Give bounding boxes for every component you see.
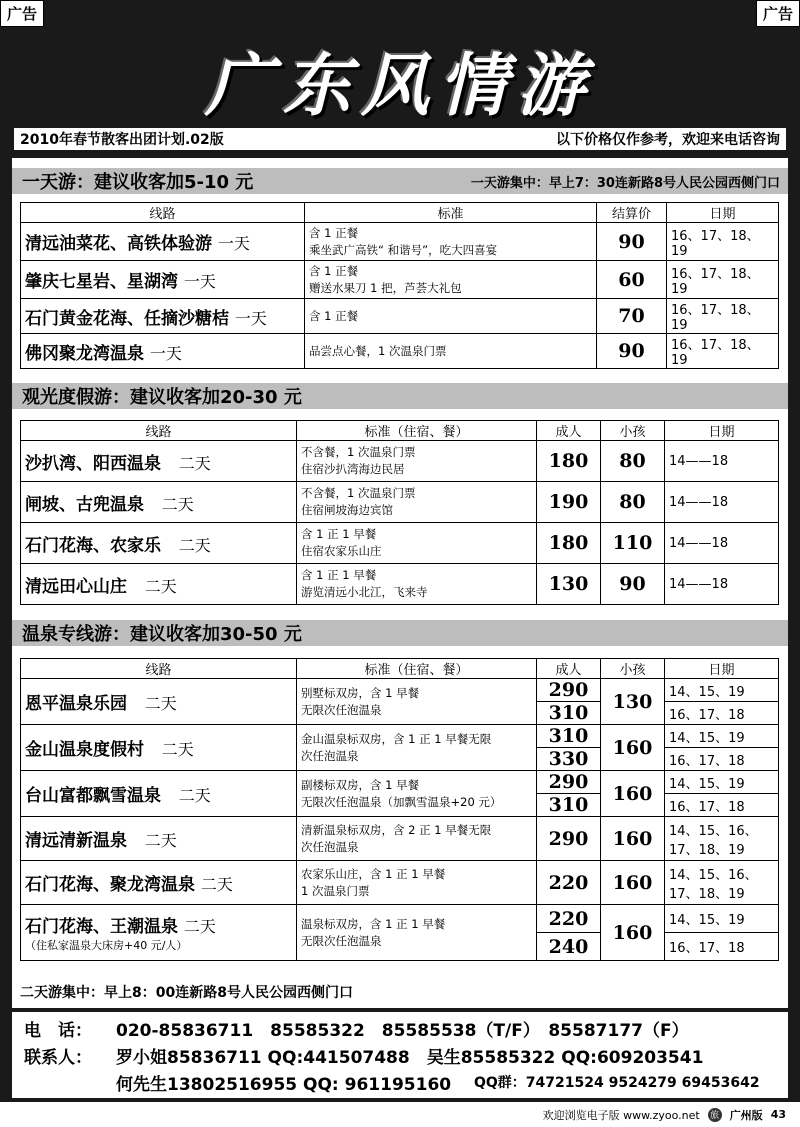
ad-label-left: 广告 bbox=[0, 0, 44, 27]
route-cell bbox=[21, 861, 297, 905]
route-name: 石门黄金花海、任摘沙糖桔 bbox=[25, 308, 229, 329]
standard-line: 住宿闸坡海边宾馆 bbox=[301, 503, 393, 517]
route-cell bbox=[21, 523, 297, 564]
dates: 14、15、19 bbox=[665, 771, 779, 794]
col-header: 线路 bbox=[21, 659, 297, 679]
standard-line: 乘坐武广高铁“ 和谐号”，吃大四喜宴 bbox=[309, 242, 498, 257]
route-cell bbox=[21, 817, 297, 861]
standard-line: 别墅标双房，含 1 早餐 bbox=[301, 685, 420, 700]
duration: 二天 bbox=[178, 453, 211, 473]
standard-cell bbox=[305, 299, 597, 334]
dates: 14——18 bbox=[665, 441, 779, 482]
adult-price: 220 bbox=[537, 905, 601, 933]
two-day-meeting-note: 二天游集中：早上8：00连新路8号人民公园西侧门口 bbox=[20, 985, 353, 1001]
standard-line: 含 1 正餐 bbox=[309, 308, 359, 323]
route-name: 金山温泉度假村 bbox=[25, 740, 144, 760]
edition-label: 广州版 bbox=[729, 1108, 763, 1122]
route-extra-note: （住私家温泉大床房+40 元/人） bbox=[25, 939, 188, 952]
route-cell bbox=[21, 482, 297, 523]
adult-price: 290 bbox=[537, 679, 601, 702]
section-title: 观光度假游：建议收客加20-30 元 bbox=[22, 387, 302, 408]
duration: 一天 bbox=[234, 308, 267, 328]
table-row bbox=[21, 905, 779, 933]
dates: 14、15、19 bbox=[665, 679, 779, 702]
duration: 一天 bbox=[149, 343, 182, 363]
adult-price: 310 bbox=[537, 702, 601, 725]
magazine-logo-icon: 旅 bbox=[708, 1108, 722, 1122]
duration: 一天 bbox=[217, 234, 250, 253]
child-price: 160 bbox=[601, 905, 665, 961]
duration: 二天 bbox=[144, 576, 177, 596]
route-name: 清远清新温泉 bbox=[25, 831, 127, 851]
page-title: 广东风情游 bbox=[204, 46, 595, 126]
adult-price: 180 bbox=[537, 523, 601, 564]
child-price: 160 bbox=[601, 817, 665, 861]
standard-line: 副楼标双房，含 1 早餐 bbox=[301, 777, 420, 792]
standard-line: 无限次任泡温泉（加飘雪温泉+20 元） bbox=[301, 794, 502, 809]
dates: 14——18 bbox=[665, 482, 779, 523]
standard-line: 不含餐，1 次温泉门票 bbox=[301, 445, 416, 459]
page-footer bbox=[0, 1102, 800, 1127]
dates: 14——18 bbox=[665, 523, 779, 564]
col-header: 日期 bbox=[667, 203, 779, 223]
route-cell bbox=[21, 725, 297, 771]
standard-cell bbox=[305, 261, 597, 299]
col-header: 成人 bbox=[537, 421, 601, 441]
dates-line: 14、15、16、 bbox=[669, 823, 758, 839]
price: 60 bbox=[597, 261, 667, 299]
section-sightseeing-header bbox=[12, 383, 788, 409]
standard-line: 含 1 正 1 早餐 bbox=[301, 568, 377, 582]
route-name: 石门花海、聚龙湾温泉 bbox=[25, 875, 195, 895]
plan-title: 2010年春节散客出团计划.02版 bbox=[20, 132, 224, 148]
standard-cell bbox=[297, 482, 537, 523]
duration: 二天 bbox=[161, 494, 194, 514]
duration: 二天 bbox=[200, 875, 233, 894]
child-price: 160 bbox=[601, 725, 665, 771]
adult-price: 310 bbox=[537, 725, 601, 748]
section-title: 温泉专线游：建议收客加30-50 元 bbox=[22, 624, 302, 645]
adult-price: 220 bbox=[537, 861, 601, 905]
route-cell bbox=[21, 564, 297, 605]
route-name: 闸坡、古兜温泉 bbox=[25, 494, 144, 515]
child-price: 160 bbox=[601, 771, 665, 817]
route-name: 佛冈聚龙湾温泉 bbox=[25, 343, 144, 364]
standard-line: 赠送水果刀 1 把，芦荟大礼包 bbox=[309, 280, 462, 295]
child-price: 160 bbox=[601, 861, 665, 905]
table-row bbox=[21, 564, 779, 605]
col-header: 线路 bbox=[21, 203, 305, 223]
section-one-day-header bbox=[12, 168, 788, 194]
qq-group: QQ群：74721524 9524279 69453642 bbox=[474, 1075, 760, 1091]
standard-line: 无限次任泡温泉 bbox=[301, 933, 382, 948]
dates: 16、17、18 bbox=[665, 794, 779, 817]
page-number: 43 bbox=[770, 1108, 786, 1121]
table-row bbox=[21, 523, 779, 564]
route-cell bbox=[21, 905, 297, 961]
standard-line: 1 次温泉门票 bbox=[301, 883, 370, 898]
standard-cell bbox=[297, 771, 537, 817]
price-note: 以下价格仅作参考，欢迎来电话咨询 bbox=[556, 132, 780, 148]
duration: 二天 bbox=[161, 740, 194, 759]
adult-price: 240 bbox=[537, 933, 601, 961]
table-row bbox=[21, 725, 779, 748]
standard-line: 住宿沙扒湾海边民居 bbox=[301, 462, 405, 476]
contact-label: 联系人： bbox=[24, 1048, 92, 1068]
table-row bbox=[21, 482, 779, 523]
duration: 二天 bbox=[183, 917, 216, 936]
dates: 14、15、19 bbox=[665, 725, 779, 748]
route-cell bbox=[21, 679, 297, 725]
route-cell bbox=[21, 771, 297, 817]
route-cell bbox=[21, 261, 305, 299]
contact-line-1: 罗小姐85836711 QQ:441507488 吴生85585322 QQ:609203541 bbox=[116, 1048, 704, 1068]
dates: 16、17、18 bbox=[665, 748, 779, 771]
standard-line: 次任泡温泉 bbox=[301, 839, 359, 854]
price: 90 bbox=[597, 223, 667, 261]
contact-line-2: 何先生13802516955 QQ: 961195160 bbox=[116, 1075, 452, 1095]
section-note: 一天游集中：早上7：30连新路8号人民公园西侧门口 bbox=[470, 175, 780, 191]
table-row bbox=[21, 261, 779, 299]
standard-line: 清新温泉标双房，含 2 正 1 早餐无限 bbox=[301, 822, 492, 837]
section-title: 一天游：建议收客加5-10 元 bbox=[22, 172, 254, 193]
child-price: 80 bbox=[601, 482, 665, 523]
duration: 二天 bbox=[144, 694, 177, 713]
route-name: 沙扒湾、阳西温泉 bbox=[25, 453, 161, 474]
standard-line: 含 1 正餐 bbox=[309, 263, 359, 278]
col-header: 成人 bbox=[537, 659, 601, 679]
dates: 16、17、18、19 bbox=[667, 223, 779, 261]
price: 90 bbox=[597, 334, 667, 369]
adult-price: 330 bbox=[537, 748, 601, 771]
table-header-row bbox=[21, 421, 779, 441]
route-cell bbox=[21, 441, 297, 482]
dates: 16、17、18、19 bbox=[667, 334, 779, 369]
standard-line: 无限次任泡温泉 bbox=[301, 702, 382, 717]
dates: 14——18 bbox=[665, 564, 779, 605]
dates-line: 17、18、19 bbox=[669, 886, 745, 902]
adult-price: 310 bbox=[537, 794, 601, 817]
route-cell bbox=[21, 223, 305, 261]
dates: 14、15、19 bbox=[665, 905, 779, 933]
standard-line: 品尝点心餐，1 次温泉门票 bbox=[309, 343, 447, 358]
table-header-row bbox=[21, 659, 779, 679]
child-price: 130 bbox=[601, 679, 665, 725]
standard-cell bbox=[297, 679, 537, 725]
route-cell bbox=[21, 334, 305, 369]
adult-price: 130 bbox=[537, 564, 601, 605]
duration: 二天 bbox=[178, 535, 211, 555]
route-name: 恩平温泉乐园 bbox=[25, 694, 127, 714]
plan-header bbox=[14, 128, 786, 150]
col-header: 标准（住宿、餐） bbox=[297, 659, 537, 679]
child-price: 80 bbox=[601, 441, 665, 482]
table-row bbox=[21, 679, 779, 702]
main-panel bbox=[12, 158, 788, 1008]
adult-price: 290 bbox=[537, 771, 601, 794]
route-name: 清远田心山庄 bbox=[25, 576, 127, 597]
standard-cell bbox=[297, 861, 537, 905]
col-header: 小孩 bbox=[601, 421, 665, 441]
dates-line: 14、15、16、 bbox=[669, 867, 758, 883]
route-name: 肇庆七星岩、星湖湾 bbox=[25, 272, 178, 292]
route-name: 台山富都飘雪温泉 bbox=[25, 786, 161, 806]
standard-line: 含 1 正 1 早餐 bbox=[301, 527, 377, 541]
one-day-table bbox=[20, 202, 779, 369]
standard-line: 不含餐，1 次温泉门票 bbox=[301, 486, 416, 500]
col-header: 结算价 bbox=[597, 203, 667, 223]
duration: 二天 bbox=[144, 831, 177, 850]
standard-line: 温泉标双房，含 1 正 1 早餐 bbox=[301, 916, 446, 931]
ad-label-right: 广告 bbox=[756, 0, 800, 27]
standard-cell bbox=[297, 817, 537, 861]
table-row bbox=[21, 441, 779, 482]
adult-price: 290 bbox=[537, 817, 601, 861]
standard-line: 农家乐山庄，含 1 正 1 早餐 bbox=[301, 866, 446, 881]
dates bbox=[665, 861, 779, 905]
sightseeing-table bbox=[20, 420, 779, 605]
duration: 一天 bbox=[183, 272, 216, 291]
standard-line: 含 1 正餐 bbox=[309, 225, 359, 240]
standard-cell bbox=[297, 725, 537, 771]
col-header: 日期 bbox=[665, 421, 779, 441]
route-name: 石门花海、农家乐 bbox=[25, 535, 161, 556]
table-row bbox=[21, 223, 779, 261]
hotspring-table bbox=[20, 658, 779, 961]
col-header: 标准 bbox=[305, 203, 597, 223]
contact-panel bbox=[12, 1012, 788, 1098]
route-name: 清远油菜花、高铁体验游 bbox=[25, 234, 212, 254]
dates: 16、17、18、19 bbox=[667, 261, 779, 299]
table-header-row bbox=[21, 203, 779, 223]
dates: 16、17、18 bbox=[665, 933, 779, 961]
col-header: 线路 bbox=[21, 421, 297, 441]
standard-cell bbox=[297, 441, 537, 482]
phone-label: 电 话： bbox=[24, 1021, 92, 1041]
adult-price: 190 bbox=[537, 482, 601, 523]
col-header: 小孩 bbox=[601, 659, 665, 679]
dates bbox=[665, 817, 779, 861]
dates: 16、17、18、19 bbox=[667, 299, 779, 334]
section-hotspring-header bbox=[12, 620, 788, 646]
route-cell bbox=[21, 299, 305, 334]
standard-cell bbox=[297, 905, 537, 961]
dates-line: 17、18、19 bbox=[669, 842, 745, 858]
table-row bbox=[21, 299, 779, 334]
footer-site-text: 欢迎浏览电子版 www.zyoo.net bbox=[542, 1108, 700, 1122]
table-row bbox=[21, 334, 779, 369]
standard-line: 游览清远小北江，飞来寺 bbox=[301, 585, 428, 599]
col-header: 标准（住宿、餐） bbox=[297, 421, 537, 441]
dates: 16、17、18 bbox=[665, 702, 779, 725]
standard-line: 金山温泉标双房，含 1 正 1 早餐无限 bbox=[301, 731, 492, 746]
standard-line: 次任泡温泉 bbox=[301, 748, 359, 763]
route-name: 石门花海、王潮温泉 bbox=[25, 917, 178, 937]
price: 70 bbox=[597, 299, 667, 334]
table-row bbox=[21, 861, 779, 905]
child-price: 110 bbox=[601, 523, 665, 564]
phone-numbers: 020-85836711 85585322 85585538（T/F） 85587177（F） bbox=[116, 1021, 689, 1041]
table-row bbox=[21, 817, 779, 861]
duration: 二天 bbox=[178, 786, 211, 805]
col-header: 日期 bbox=[665, 659, 779, 679]
standard-cell bbox=[297, 564, 537, 605]
table-row bbox=[21, 771, 779, 794]
child-price: 90 bbox=[601, 564, 665, 605]
standard-cell bbox=[297, 523, 537, 564]
standard-cell bbox=[305, 223, 597, 261]
standard-cell bbox=[305, 334, 597, 369]
adult-price: 180 bbox=[537, 441, 601, 482]
standard-line: 住宿农家乐山庄 bbox=[301, 544, 382, 558]
